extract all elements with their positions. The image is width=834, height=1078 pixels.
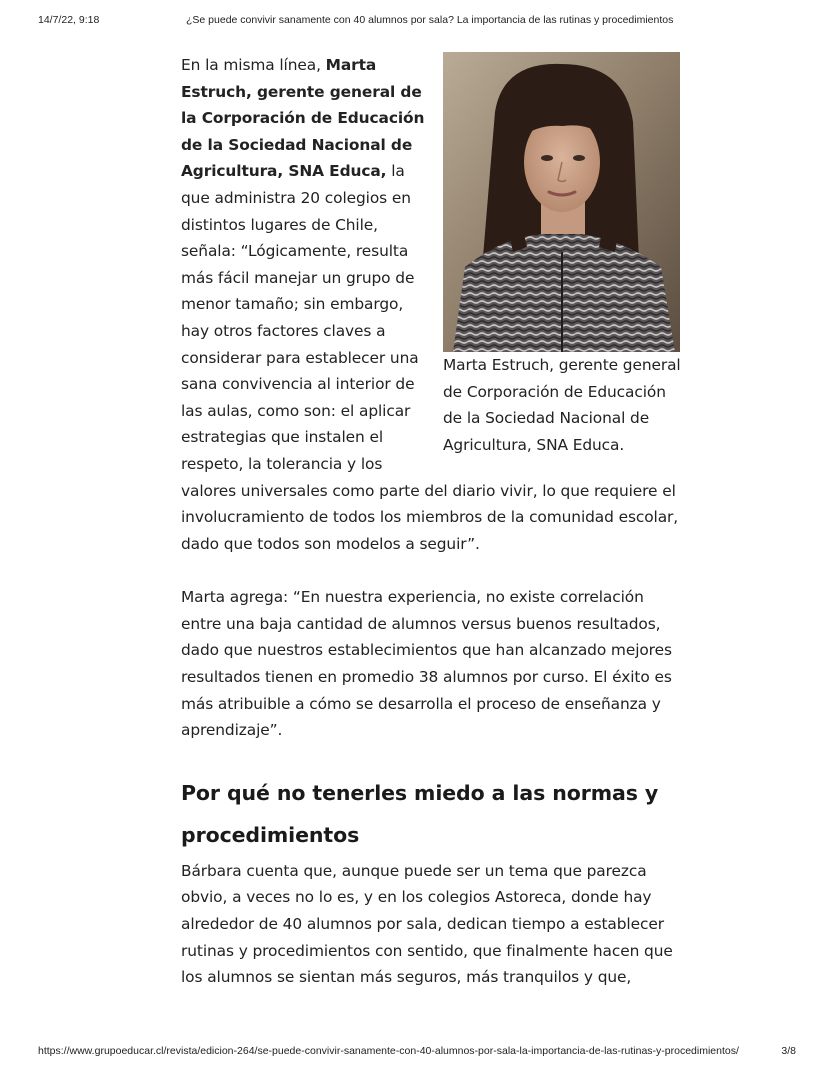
print-url: https://www.grupoeducar.cl/revista/edicion-264/se-puede-convivir-sanamente-con-40-alumnos-por-sala-la-importancia-de-las-rutinas-y-procedimientos/ <box>38 1045 739 1057</box>
portrait-photo <box>443 52 680 352</box>
paragraph-1-intro: En la misma línea, <box>181 56 326 74</box>
print-header <box>0 14 834 28</box>
page-number: 3/8 <box>781 1045 796 1057</box>
print-page-title: ¿Se puede convivir sanamente con 40 alumnos por sala? La importancia de las rutinas y procedimientos <box>186 14 674 26</box>
paragraph-2: Marta agrega: “En nuestra experiencia, no existe correlación entre una baja cantidad de alumnos versus buenos resultados, dado que nuestros establecimientos que han alcanzado mejores resultados tienen en promedio 38 alumnos por curso. El éxito es más atribuible a cómo se desarrolla el proceso de enseñanza y aprendizaje”. <box>181 588 672 740</box>
article-body <box>181 52 681 991</box>
photo-figure <box>443 52 681 458</box>
photo-caption: Marta Estruch, gerente general de Corporación de Educación de la Sociedad Nacional de Agricultura, SNA Educa. <box>443 356 681 454</box>
paragraph-3: Bárbara cuenta que, aunque puede ser un tema que parezca obvio, a veces no lo es, y en los colegios Astoreca, donde hay alrededor de 40 alumnos por sala, dedican tiempo a establecer rutinas y procedimientos con sentido, que finalmente hacen que los alumnos se sientan más seguros, más tranquilos y que, <box>181 861 673 987</box>
section-heading: Por qué no tenerles miedo a las normas y procedimientos <box>181 780 659 847</box>
paragraph-1-rest: la que administra 20 colegios en distintos lugares de Chile, señala: “Lógicamente, resulta más fácil manejar un grupo de menor tamaño; sin embargo, hay otros factores claves a considerar para establecer una sana convivencia al interior de las aulas, como son: el aplicar estrategias que instalen el respeto, la tolerancia y los valores universales como parte del diario vivir, lo que requiere el involucramiento de todos los miembros de la comunidad escolar, dado que todos son modelos a seguir”. <box>181 162 679 553</box>
print-date: 14/7/22, 9:18 <box>38 14 100 26</box>
print-footer <box>0 1045 834 1059</box>
paragraph-1-bold: Marta Estruch, gerente general de la Corporación de Educación de la Sociedad Nacional de Agricultura, SNA Educa, <box>181 56 425 181</box>
